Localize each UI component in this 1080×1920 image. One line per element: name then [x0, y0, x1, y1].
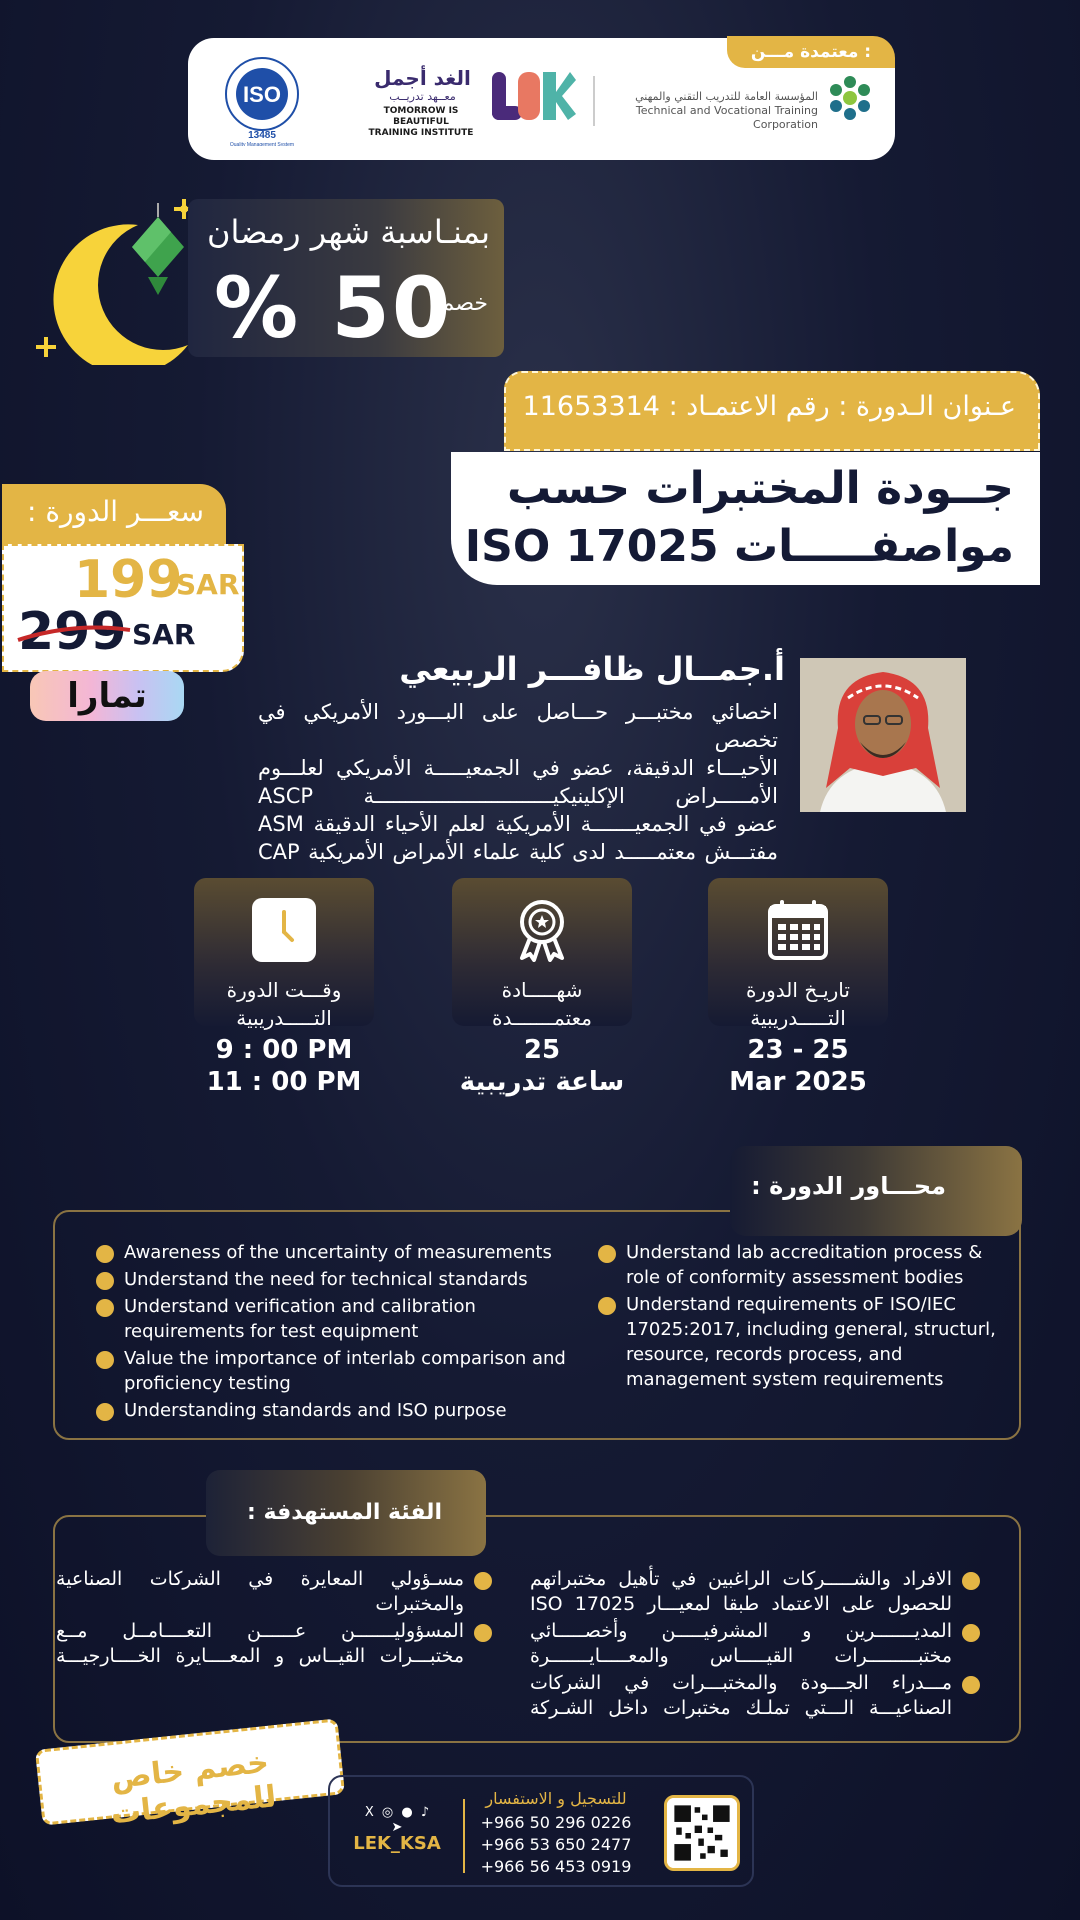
list-item: الافراد والشـــــركات الراغبين في تأهيل مختبراتهم للحصول على الاعتماد طبقا لمعيـــار ISO 17025 [530, 1567, 982, 1617]
discount-percent: % 50 [214, 259, 453, 357]
iso-logo [218, 54, 306, 146]
course-topics-title: محـــاور الدورة : [751, 1172, 946, 1200]
iso-caption: Quality Management System [229, 142, 295, 146]
list-item: مـــدراء الجـــودة والمختبـــرات في الشركات الصناعيـــة الـــتي تملـك مختبرات داخل الشـركة [530, 1671, 982, 1721]
ghad-institute-english [356, 106, 486, 139]
logo-divider [593, 76, 595, 126]
course-accreditation-number: عـنوان الـدورة : رقم الاعتمـاد : 11653314 [522, 391, 1016, 422]
phone-number[interactable]: +966 56 453 0919 [480, 1857, 632, 1876]
target-audience-tab [206, 1470, 486, 1556]
contact-label: للتسجيل و الاستفسار [485, 1789, 627, 1808]
start-time: 9 : 00 PM [215, 1035, 353, 1065]
course-title-line2: مواصفـــــات ISO 17025 [464, 521, 1014, 572]
bio-line: الأمـــــراض الإكلينيكيـــــــــــــــــــــــــــــة ASCP [258, 784, 778, 808]
phone-number[interactable]: +966 53 650 2477 [480, 1835, 632, 1854]
hours-number: 25 [523, 1035, 561, 1065]
tamara-payment-badge: تمارا [30, 671, 184, 721]
footer-divider [463, 1799, 465, 1873]
ketupat-icon [132, 217, 184, 295]
ramadan-discount-banner [188, 199, 504, 357]
instructor-name: أ.جمــال ظافـــر الربيعي [399, 650, 785, 688]
list-item: المسؤوليـــــــن عــــــن التعــــامــل مــع مختبـــرات القيــاس و المعــــايرة الخــــارجيـــة [56, 1619, 494, 1669]
iso-number: 13485 [248, 130, 276, 141]
date-month-year: Mar 2025 [729, 1067, 867, 1097]
instructor-photo [800, 658, 966, 812]
topics-list-right [596, 1240, 1006, 1394]
promo-title: بمنـاسبة شهر رمضان [207, 213, 490, 251]
course-title [454, 460, 1014, 576]
date-label-line2: التـــــدريبية [750, 1006, 846, 1030]
bio-line: عضو في الجمعيـــــــة الأمريكية لعلم الأحياء الدقيقة ASM [258, 812, 778, 836]
bio-line: الأحيـــاء الدقيقة، عضو في الجمعيـــــة الأمريكي لعلـــوم [258, 756, 778, 780]
list-item: Understand lab accreditation process & role of conformity assessment bodies [596, 1240, 1006, 1290]
end-time: 11 : 00 PM [206, 1067, 362, 1097]
certificate-label-line1: شهـــــادة [501, 978, 583, 1002]
time-label-line2: التـــــدريبية [236, 1006, 332, 1030]
price-label: سعـــر الدورة : [27, 495, 204, 528]
contact-footer [328, 1775, 754, 1887]
group-discount-text: خصم خاص للمجموعات [109, 1744, 278, 1832]
clock-icon [252, 898, 316, 962]
list-item: Understand verification and calibration requirements for test equipment [94, 1294, 584, 1344]
phone-number[interactable]: +966 50 296 0226 [480, 1813, 632, 1832]
list-item: مسـؤولي المعايرة في الشركات الصناعية والمختبرات [56, 1567, 494, 1617]
target-list-right [530, 1567, 982, 1723]
tvtc-english-name: Technical and Vocational Training Corporation [635, 104, 818, 131]
date-range: 23 - 25 [747, 1035, 849, 1065]
tvtc-logo-text [618, 90, 818, 132]
list-item: المديـــــــرين و المشرفيـــــن وأخصـــــائي مختبـــــــــرات القيـــــاس والمعـــــايـــــــرة [530, 1619, 982, 1669]
date-label-line1: تاريـخ الدورة [746, 978, 850, 1002]
qr-code[interactable] [664, 1795, 740, 1871]
calendar-icon [766, 898, 830, 962]
target-list-left [56, 1567, 494, 1671]
list-item: Awareness of the uncertainty of measurements [94, 1240, 584, 1265]
certificate-label [447, 976, 637, 1032]
social-media-icons[interactable]: X ◎ ● ♪ ➤ [364, 1805, 432, 1835]
list-item: Understand requirements oF ISO/IEC 17025:2017, including general, structurl, resource, records process, and management system requirements [596, 1292, 1006, 1392]
award-badge-icon [510, 898, 574, 962]
time-label [189, 976, 379, 1032]
lek-logo [488, 66, 578, 126]
accredited-by-label: معتمدة مـــن : [727, 36, 895, 68]
date-value [703, 1034, 893, 1098]
new-price-currency: SAR [176, 568, 240, 601]
discount-word: خصم [440, 291, 488, 316]
instructor-bio [258, 698, 778, 866]
time-value [189, 1034, 379, 1098]
bio-line: مفتـــش معتمـــــد لدى كلية علماء الأمراض الأمريكية CAP [258, 840, 778, 864]
tvtc-logo-icon [820, 68, 880, 128]
course-title-box [451, 452, 1040, 585]
course-topics-tab [730, 1146, 1022, 1236]
ghad-institute-subtitle: معــهد تدريــب [389, 90, 456, 103]
ghad-english-line2: TRAINING INSTITUTE [368, 128, 474, 138]
course-title-line1: جــودة المختبرات حسب [506, 463, 1014, 514]
hours-unit: ساعة تدريبية [459, 1067, 625, 1097]
old-price-value: 299 [18, 602, 127, 662]
training-hours [447, 1034, 637, 1098]
course-header-bar [504, 371, 1040, 451]
social-handle[interactable]: LEK_KSA [353, 1833, 441, 1854]
ghad-english-line1: TOMORROW IS BEAUTIFUL [383, 106, 459, 127]
accreditation-logos-panel [188, 38, 895, 160]
time-label-line1: وقـــت الدورة [226, 978, 342, 1002]
tvtc-arabic-name: المؤسسة العامة للتدريب التقني والمهني [635, 90, 818, 103]
new-price-value: 199 [74, 550, 183, 610]
certificate-label-line2: معتمـــــــدة [492, 1006, 592, 1030]
list-item: Understanding standards and ISO purpose [94, 1398, 584, 1423]
price-label-tab [2, 484, 226, 544]
strikethrough-mark [16, 624, 132, 644]
topics-list-left [94, 1240, 584, 1425]
target-audience-title: الفئة المستهدفة : [247, 1500, 442, 1525]
list-item: Value the importance of interlab comparison and proficiency testing [94, 1346, 584, 1396]
date-label [703, 976, 893, 1032]
iso-logo-text: ISO [243, 82, 281, 107]
old-price-currency: SAR [132, 618, 196, 651]
bio-line: اخصائي مختبـــر حـــاصل على البـــورد الأمريكي في تخصص [258, 700, 778, 752]
price-box [2, 544, 244, 672]
ghad-institute-name: الغد أجمل [374, 66, 471, 90]
list-item: Understand the need for technical standards [94, 1267, 584, 1292]
